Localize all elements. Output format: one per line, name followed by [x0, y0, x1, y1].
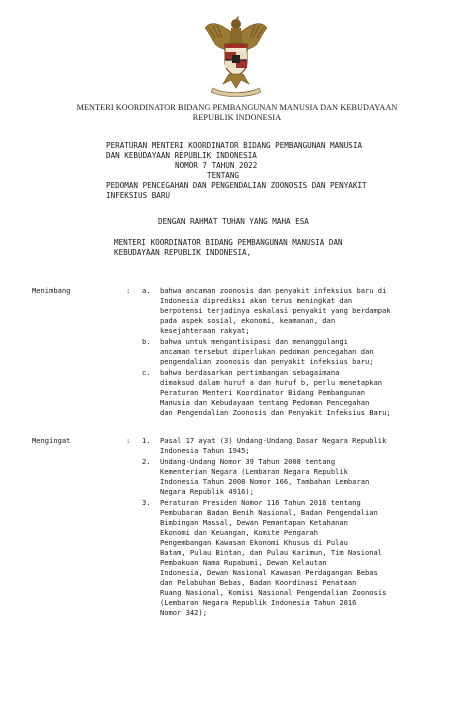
regulation-subject: INFEKSIUS BARU [106, 191, 171, 200]
consideration-line: Manusia dan Kebudayaan tentang Pedoman Pencegahan [160, 398, 370, 407]
consideration-line: Indonesia diprediksi akan terus meningkat dan [160, 296, 353, 305]
legal-basis-line: (Lembaran Negara Republik Indonesia Tahun 2016 [160, 598, 357, 607]
consideration-line: bahwa untuk mengantisipasi dan menanggulangi [160, 337, 348, 346]
menimbang-c-marker: c. [142, 368, 151, 377]
legal-basis-line: Pembubaran Badan Benih Nasional, Badan Pengendalian [160, 508, 378, 517]
regulation-subject: PEDOMAN PENCEGAHAN DAN PENGENDALIAN ZOONOSIS DAN PENYAKIT [106, 181, 367, 190]
legal-basis-line: Pengembangan Kawasan Ekonomi Khusus di Pulau [160, 538, 348, 547]
enacting-authority: MENTERI KOORDINATOR BIDANG PEMBANGUNAN MANUSIA DAN [114, 238, 343, 247]
menimbang-a-marker: a. [142, 286, 151, 295]
invocation: DENGAN RAHMAT TUHAN YANG MAHA ESA [158, 217, 309, 226]
legal-basis-line: Indonesia Tahun 2008 Nomor 166, Tambahan Lembaran [160, 477, 370, 486]
legal-basis-line: Nomor 342); [160, 608, 207, 617]
legal-basis-line: Kementerian Negara (Lembaran Negara Republik [160, 467, 348, 476]
legal-basis-line: Ruang Nasional, Komisi Nasional Pengendalian Zoonosis [160, 588, 387, 597]
legal-basis-line: dan Pelabuhan Bebas, Badan Koordinasi Penataan [160, 578, 357, 587]
mengingat-3-marker: 3. [142, 498, 151, 507]
consideration-line: pengendalian zoonosis dan penyakit infeksius baru; [160, 357, 374, 366]
legal-basis-line: Negara Republik 4916); [160, 487, 254, 496]
menimbang-colon: : [126, 286, 131, 295]
enacting-authority: KEBUDAYAAN REPUBLIK INDONESIA, [114, 248, 252, 257]
consideration-line: dimaksud dalam huruf a dan huruf b, perlu menetapkan [160, 378, 383, 387]
regulation-number: NOMOR 7 TAHUN 2022 [175, 161, 258, 170]
mengingat-label: Mengingat [32, 436, 71, 445]
legal-basis-line: Batam, Pulau Bintan, dan Pulau Karimun, Tim Nasional [160, 548, 383, 557]
legal-basis-line: Indonesia, Dewan Nasional Kawasan Perdagangan Bebas [160, 568, 378, 577]
consideration-line: dan Pengendalian Zoonosis dan Penyakit Infeksius Baru; [160, 408, 391, 417]
garuda-emblem-icon [203, 14, 269, 98]
institution-name: MENTERI KOORDINATOR BIDANG PEMBANGUNAN MANUSIA DAN KEBUDAYAAN [76, 103, 398, 112]
menimbang-b-marker: b. [142, 337, 151, 346]
institution-country: REPUBLIK INDONESIA [192, 113, 282, 122]
regulation-tentang: TENTANG [207, 171, 240, 180]
legal-basis-line: Pasal 17 ayat (3) Undang-Undang Dasar Negara Republik [160, 436, 387, 445]
legal-basis-line: Undang-Undang Nomor 39 Tahun 2008 tentang [160, 457, 336, 466]
consideration-line: ancaman tersebut diperlukan pedoman pencegahan dan [160, 347, 374, 356]
regulation-title-line: DAN KEBUDAYAAN REPUBLIK INDONESIA [106, 151, 257, 160]
mengingat-2-marker: 2. [142, 457, 151, 466]
legal-basis-line: Peraturan Presiden Nomor 116 Tahun 2016 tentang [160, 498, 361, 507]
mengingat-1-marker: 1. [142, 436, 151, 445]
consideration-line: bahwa berdasarkan pertimbangan sebagaimana [160, 368, 340, 377]
legal-basis-line: Indonesia Tahun 1945; [160, 446, 250, 455]
consideration-line: pada aspek sosial, ekonomi, keamanan, dan [160, 316, 336, 325]
consideration-line: berpotensi terjadinya eskalasi penyakit yang berdampak [160, 306, 391, 315]
legal-basis-line: Bimbingan Massal, Dewan Pemantapan Ketahanan [160, 518, 348, 527]
mengingat-colon: : [126, 436, 131, 445]
legal-basis-line: Pembakuan Nama Rupabumi, Dewan Kelautan [160, 558, 327, 567]
regulation-title-line: PERATURAN MENTERI KOORDINATOR BIDANG PEMBANGUNAN MANUSIA [106, 141, 363, 150]
consideration-line: Peraturan Menteri Koordinator Bidang Pembangunan [160, 388, 365, 397]
legal-basis-line: Ekonomi dan Keuangan, Komite Pengarah [160, 528, 319, 537]
menimbang-label: Menimbang [32, 286, 71, 295]
consideration-line: kesejahteraan rakyat; [160, 326, 250, 335]
consideration-line: bahwa ancaman zoonosis dan penyakit infeksius baru di [160, 286, 387, 295]
